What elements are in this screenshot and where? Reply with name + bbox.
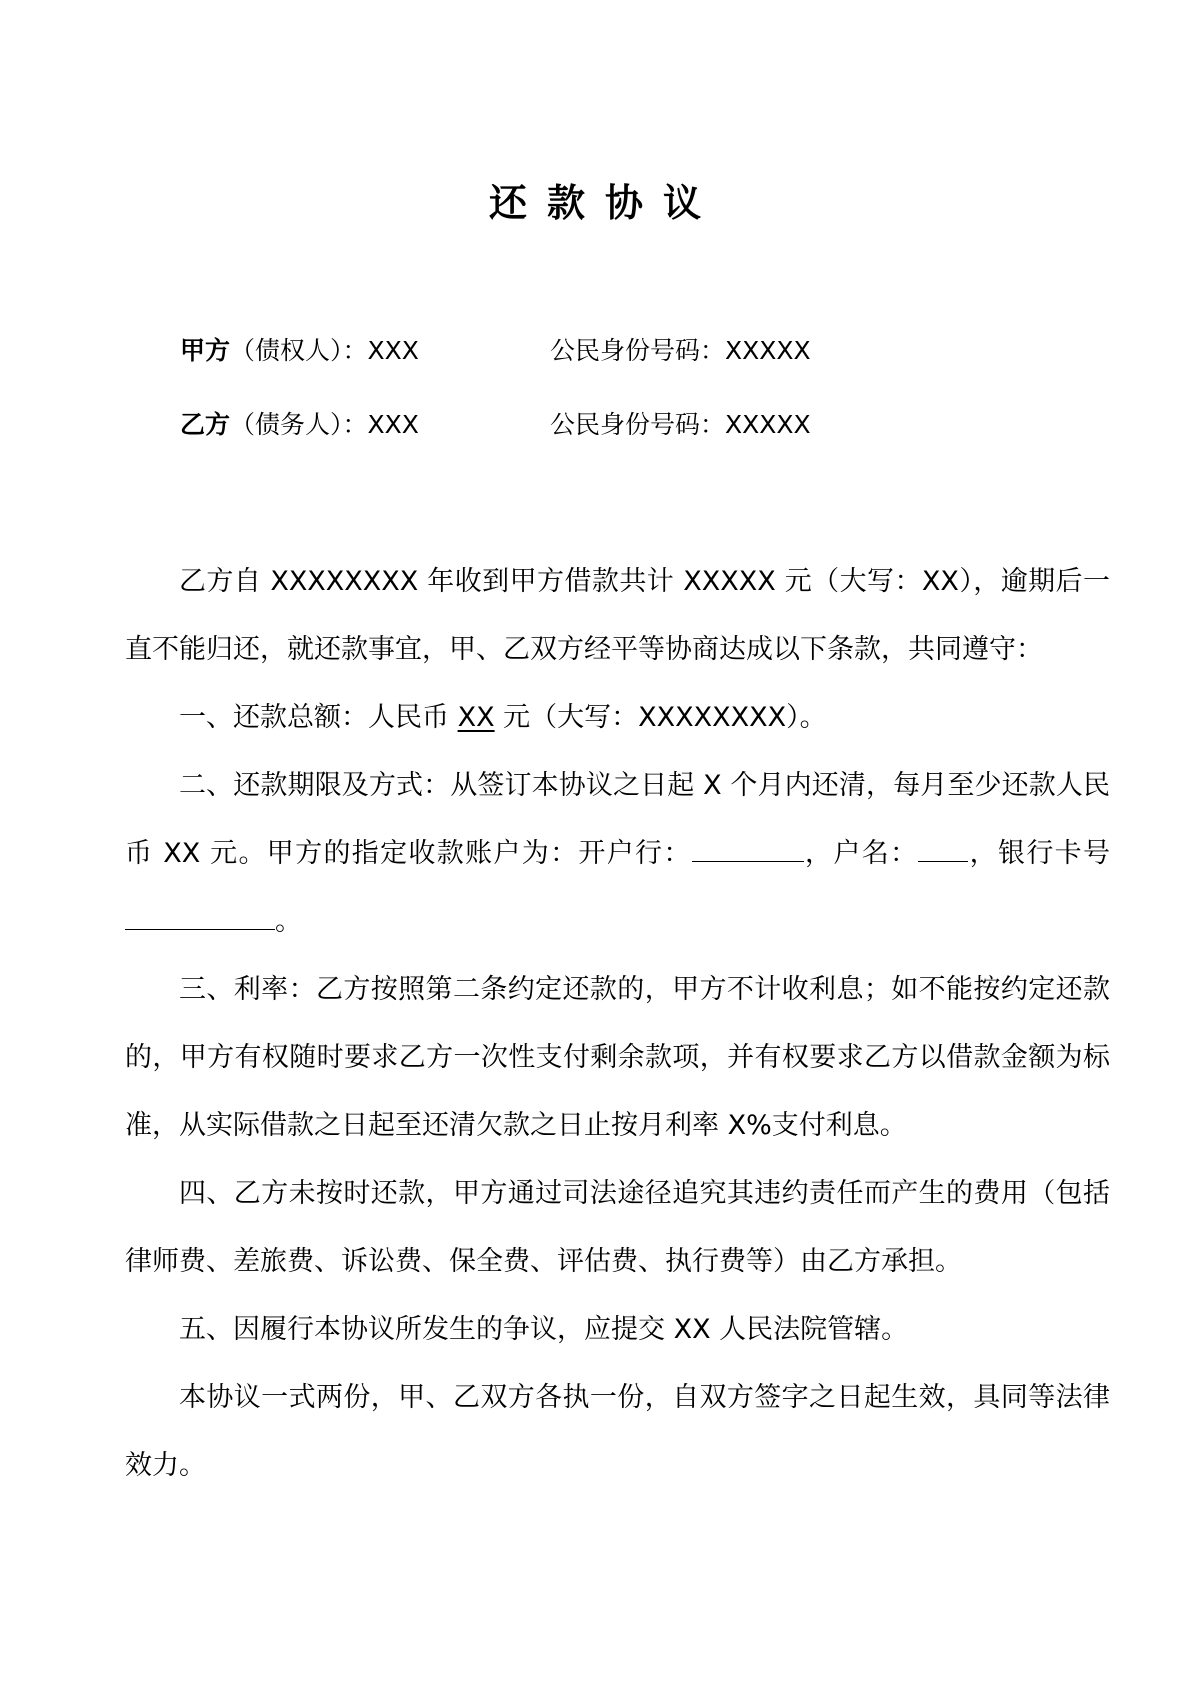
clause-2-text3: ，银行卡号 (968, 838, 1110, 869)
party-a-name: 甲方 (180, 336, 231, 365)
clause-5: 五、因履行本协议所发生的争议，应提交 XX 人民法院管辖。 (179, 1314, 909, 1345)
party-a-role: （债权人） (230, 336, 343, 365)
agreement-body (125, 548, 1110, 1500)
party-b-id: 公民身份号码：XXXXX (550, 410, 811, 439)
clause-1-before: 一、还款总额：人民币 (179, 702, 458, 733)
party-b-role: （债务人） (230, 410, 343, 439)
party-a-id: 公民身份号码：XXXXX (550, 336, 811, 365)
clause-4: 四、乙方未按时还款，甲方通过司法途径追究其违约责任而产生的费用（包括律师费、差旅费、诉讼费、保全费、评估费、执行费等）由乙方承担。 (125, 1178, 1110, 1277)
party-a-value: ：XXX (342, 336, 419, 365)
clause-2-text2: ，户名： (803, 838, 919, 869)
clause-1-amount: XX (457, 702, 495, 733)
account-name-blank (918, 839, 968, 862)
card-number-blank (125, 907, 275, 930)
party-b-name: 乙方 (180, 410, 231, 439)
clause-1 (125, 684, 1110, 752)
party-a-row (180, 331, 811, 371)
party-b-row (180, 405, 811, 445)
closing-paragraph: 本协议一式两份，甲、乙双方各执一份，自双方签字之日起生效，具同等法律效力。 (125, 1382, 1110, 1481)
bank-name-blank (692, 839, 804, 862)
clause-1-after: 元（大写：XXXXXXXX）。 (494, 702, 827, 733)
clause-2 (125, 752, 1110, 956)
document-title: 还款协议 (488, 181, 721, 225)
clause-2-text4: 。 (275, 906, 302, 937)
party-b-value: ：XXX (342, 410, 419, 439)
clause-3: 三、利率：乙方按照第二条约定还款的，甲方不计收利息；如不能按约定还款的，甲方有权随时要求乙方一次性支付剩余款项，并有权要求乙方以借款金额为标准，从实际借款之日起至还清欠款之日止按月利率 X%支付利息。 (125, 974, 1110, 1141)
intro-paragraph: 乙方自 XXXXXXXX 年收到甲方借款共计 XXXXX 元（大写：XX），逾期后一直不能归还，就还款事宜，甲、乙双方经平等协商达成以下条款，共同遵守： (125, 566, 1110, 665)
clause-2-text1: 二、还款期限及方式：从签订本协议之日起 X 个月内还清，每月至少还款人民币 XX 元。甲方的指定收款账户为：开户行： (125, 770, 1110, 869)
